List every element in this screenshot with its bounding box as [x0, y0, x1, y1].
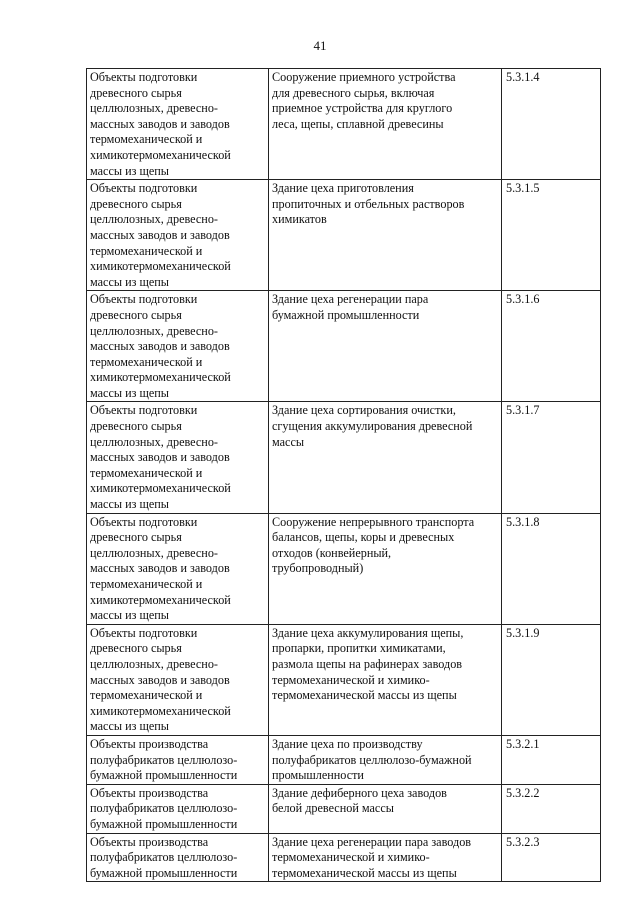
table-row [87, 402, 601, 513]
table-row [87, 784, 601, 833]
code-cell: 5.3.1.5 [502, 180, 601, 291]
object-cell: Объекты подготовки древесного сырья целлюлозных, древесно- массных заводов и заводов термомеханической и химикотермомеханической массы из щепы [87, 180, 269, 291]
code-cell: 5.3.1.4 [502, 69, 601, 180]
table-row [87, 735, 601, 784]
building-cell: Сооружение непрерывного транспорта балансов, щепы, коры и древесных отходов (конвейерный, трубопроводный) [269, 513, 502, 624]
object-cell: Объекты подготовки древесного сырья целлюлозных, древесно- массных заводов и заводов термомеханической и химикотермомеханической массы из щепы [87, 624, 269, 735]
code-cell: 5.3.2.2 [502, 784, 601, 833]
code-cell: 5.3.1.6 [502, 291, 601, 402]
building-cell: Здание цеха по производству полуфабрикатов целлюлозо-бумажной промышленности [269, 735, 502, 784]
code-cell: 5.3.2.1 [502, 735, 601, 784]
code-cell: 5.3.2.3 [502, 833, 601, 882]
object-cell: Объекты производства полуфабрикатов целлюлозо- бумажной промышленности [87, 735, 269, 784]
building-cell: Здание дефиберного цеха заводов белой древесной массы [269, 784, 502, 833]
building-cell: Сооружение приемного устройства для древесного сырья, включая приемное устройства для круглого леса, щепы, сплавной древесины [269, 69, 502, 180]
object-cell: Объекты подготовки древесного сырья целлюлозных, древесно- массных заводов и заводов термомеханической и химикотермомеханической массы из щепы [87, 69, 269, 180]
table-row [87, 833, 601, 882]
object-cell: Объекты подготовки древесного сырья целлюлозных, древесно- массных заводов и заводов термомеханической и химикотермомеханической массы из щепы [87, 402, 269, 513]
code-cell: 5.3.1.7 [502, 402, 601, 513]
object-cell: Объекты производства полуфабрикатов целлюлозо- бумажной промышленности [87, 833, 269, 882]
page-number: 41 [313, 38, 327, 53]
building-cell: Здание цеха регенерации пара бумажной промышленности [269, 291, 502, 402]
table-row [87, 624, 601, 735]
table-row [87, 69, 601, 180]
object-cell: Объекты подготовки древесного сырья целлюлозных, древесно- массных заводов и заводов термомеханической и химикотермомеханической массы из щепы [87, 513, 269, 624]
classification-table [86, 68, 601, 882]
building-cell: Здание цеха регенерации пара заводов термомеханической и химико- термомеханической массы из щепы [269, 833, 502, 882]
building-cell: Здание цеха приготовления пропиточных и отбельных растворов химикатов [269, 180, 502, 291]
table-row [87, 513, 601, 624]
code-cell: 5.3.1.9 [502, 624, 601, 735]
code-cell: 5.3.1.8 [502, 513, 601, 624]
table-body [87, 69, 601, 882]
table-row [87, 291, 601, 402]
object-cell: Объекты производства полуфабрикатов целлюлозо- бумажной промышленности [87, 784, 269, 833]
building-cell: Здание цеха сортирования очистки, сгущения аккумулирования древесной массы [269, 402, 502, 513]
building-cell: Здание цеха аккумулирования щепы, пропарки, пропитки химикатами, размола щепы на рафинерах заводов термомеханической и химико- термомеханической массы из щепы [269, 624, 502, 735]
object-cell: Объекты подготовки древесного сырья целлюлозных, древесно- массных заводов и заводов термомеханической и химикотермомеханической массы из щепы [87, 291, 269, 402]
table-row [87, 180, 601, 291]
